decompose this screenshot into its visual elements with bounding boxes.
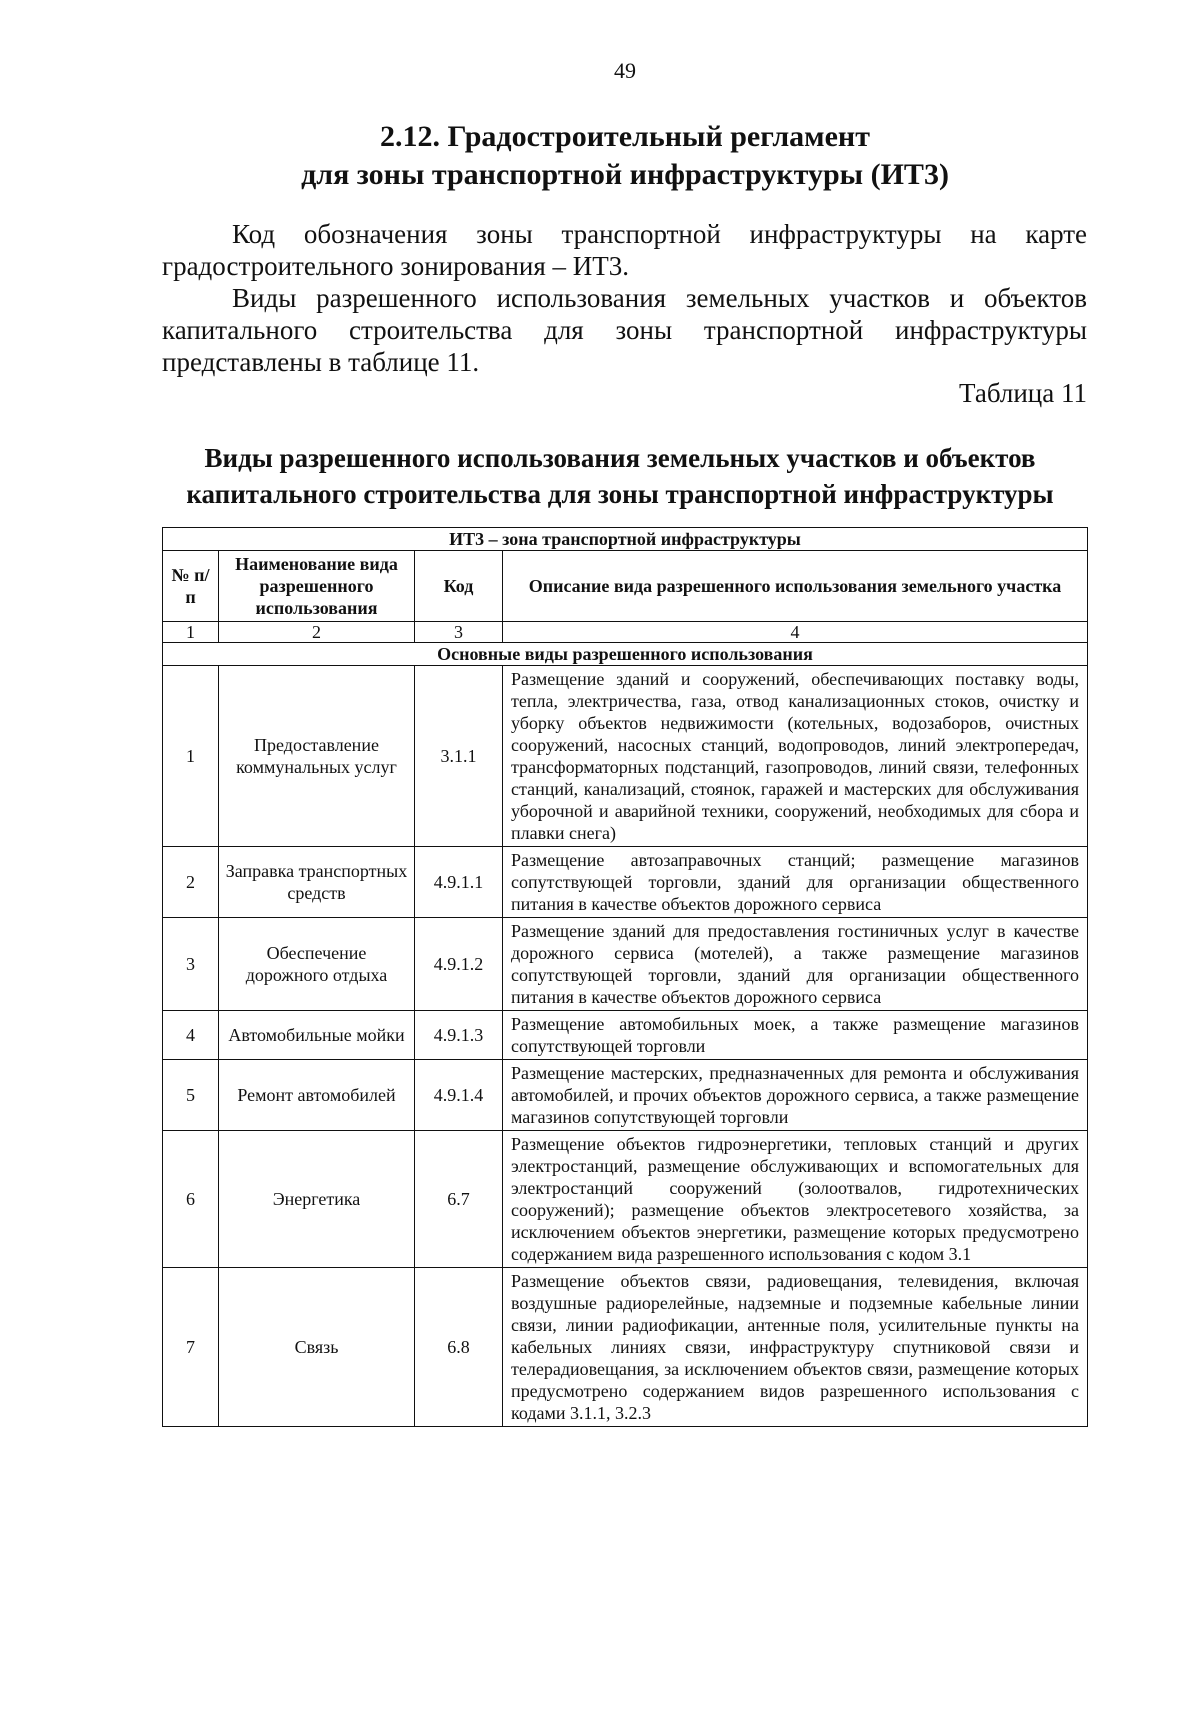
row-name: Ремонт автомобилей xyxy=(219,1060,415,1131)
paragraph-permitted-uses xyxy=(162,282,1087,378)
column-header-row xyxy=(163,551,1088,622)
permitted-uses-table xyxy=(162,527,1088,1427)
row-desc: Размещение автозаправочных станций; размещение магазинов сопутствующей торговли, зданий для организации общественного питания в качестве объектов дорожного сервиса xyxy=(503,847,1088,918)
page-number: 49 xyxy=(614,58,636,83)
row-num: 4 xyxy=(163,1011,219,1060)
header-name: Наименование вида разрешенного использования xyxy=(219,551,415,622)
row-code: 4.9.1.1 xyxy=(415,847,503,918)
col-number: 4 xyxy=(503,622,1088,643)
row-desc: Размещение зданий для предоставления гостиничных услуг в качестве дорожного сервиса (мотелей), а также размещение магазинов сопутствующей торговли, зданий для организации общественного питания в качестве объектов дорожного сервиса xyxy=(503,918,1088,1011)
row-name: Автомобильные мойки xyxy=(219,1011,415,1060)
row-desc: Размещение зданий и сооружений, обеспечивающих поставку воды, тепла, электричества, газа, отвод канализационных стоков, очистку и уборку объектов недвижимости (котельных, водозаборов, очистных сооружений, насосных станций, водопроводов, линий электропередач, трансформаторных подстанций, газопроводов, линий связи, телефонных станций, канализаций, стоянок, гаражей и мастерских для обслуживания уборочной и аварийной техники, сооружений, необходимых для сбора и плавки снега) xyxy=(503,666,1088,847)
paragraph-text: Виды разрешенного использования земельных участков и объектов капитального строительства для зоны транспортной инфраструктуры представлены в таблице 11. xyxy=(162,283,1087,377)
table-title-line2: капитального строительства для зоны транспортной инфраструктуры xyxy=(186,479,1054,509)
section-title-line1: 2.12. Градостроительный регламент xyxy=(380,120,870,153)
row-code: 4.9.1.3 xyxy=(415,1011,503,1060)
table-row xyxy=(163,847,1088,918)
row-desc: Размещение объектов гидроэнергетики, тепловых станций и других электростанций, размещение обслуживающих и вспомогательных для электростанций сооружений (золоотвалов, гидротехнических сооружений); размещение объектов электросетевого хозяйства, за исключением объектов энергетики, размещение которых предусмотрено содержанием вида разрешенного использования с кодом 3.1 xyxy=(503,1131,1088,1268)
section-title-line2: для зоны транспортной инфраструктуры (ИТ3) xyxy=(301,158,949,191)
header-desc: Описание вида разрешенного использования земельного участка xyxy=(503,551,1088,622)
row-num: 3 xyxy=(163,918,219,1011)
table-row xyxy=(163,1268,1088,1427)
row-code: 4.9.1.2 xyxy=(415,918,503,1011)
zone-header: ИТ3 – зона транспортной инфраструктуры xyxy=(163,528,1088,551)
row-desc: Размещение мастерских, предназначенных для ремонта и обслуживания автомобилей, и прочих объектов дорожного сервиса, а также размещение магазинов сопутствующей торговли xyxy=(503,1060,1088,1131)
col-number: 2 xyxy=(219,622,415,643)
header-num: № п/п xyxy=(163,551,219,622)
subheader-main-uses: Основные виды разрешенного использования xyxy=(163,643,1088,666)
zone-header-row xyxy=(163,528,1088,551)
col-number: 3 xyxy=(415,622,503,643)
table-row xyxy=(163,918,1088,1011)
table-row xyxy=(163,666,1088,847)
row-name: Предоставление коммунальных услуг xyxy=(219,666,415,847)
row-code: 3.1.1 xyxy=(415,666,503,847)
row-num: 5 xyxy=(163,1060,219,1131)
row-desc: Размещение автомобильных моек, а также размещение магазинов сопутствующей торговли xyxy=(503,1011,1088,1060)
row-name: Обеспечение дорожного отдыха xyxy=(219,918,415,1011)
row-code: 6.8 xyxy=(415,1268,503,1427)
row-num: 2 xyxy=(163,847,219,918)
row-name: Связь xyxy=(219,1268,415,1427)
table-row xyxy=(163,1131,1088,1268)
column-number-row xyxy=(163,622,1088,643)
paragraph-text: Код обозначения зоны транспортной инфраструктуры на карте градостроительного зонирования – ИТ3. xyxy=(162,219,1087,281)
header-code: Код xyxy=(415,551,503,622)
row-name: Заправка транспортных средств xyxy=(219,847,415,918)
subheader-row xyxy=(163,643,1088,666)
row-num: 7 xyxy=(163,1268,219,1427)
col-number: 1 xyxy=(163,622,219,643)
table-title-line1: Виды разрешенного использования земельных участков и объектов xyxy=(204,443,1036,473)
row-code: 6.7 xyxy=(415,1131,503,1268)
row-desc: Размещение объектов связи, радиовещания, телевидения, включая воздушные радиорелейные, надземные и подземные кабельные линии связи, линии радиофикации, антенные поля, усилительные пункты на кабельных линиях связи, инфраструктуру спутниковой связи и телерадиовещания, за исключением объектов связи, размещение которых предусмотрено содержанием видов разрешенного использования с кодами 3.1.1, 3.2.3 xyxy=(503,1268,1088,1427)
table-row xyxy=(163,1060,1088,1131)
section-title xyxy=(100,118,1150,194)
table-title xyxy=(140,440,1100,512)
row-name: Энергетика xyxy=(219,1131,415,1268)
row-code: 4.9.1.4 xyxy=(415,1060,503,1131)
table-label: Таблица 11 xyxy=(959,378,1087,408)
paragraph-zone-code xyxy=(162,218,1087,282)
row-num: 6 xyxy=(163,1131,219,1268)
row-num: 1 xyxy=(163,666,219,847)
table-row xyxy=(163,1011,1088,1060)
